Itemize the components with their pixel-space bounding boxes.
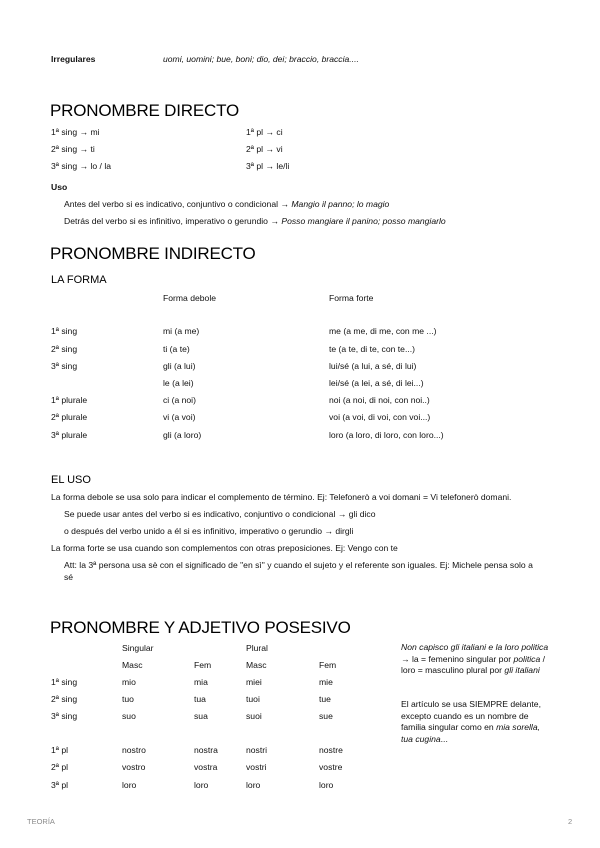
uso-title: EL USO: [51, 474, 91, 486]
posesivo-pm-2: tuoi: [246, 694, 260, 704]
irregulares-examples: uomi, uomini; bue, boni; dio, dei; braccio, braccia....: [163, 54, 359, 64]
irregulares-label: Irregulares: [51, 54, 96, 64]
posesivo-person-4: 1ª pl: [51, 745, 69, 755]
indirecto-forte-3: lui/sé (a lui, a sé, di lui): [329, 361, 417, 371]
indirecto-title: PRONOMBRE INDIRECTO: [50, 244, 256, 263]
directo-sing-3: 3ª sing → lo / la: [51, 161, 112, 171]
posesivo-pm-1: miei: [246, 677, 262, 687]
col-debole-header: Forma debole: [163, 293, 217, 303]
directo-pl-3: 3ª pl → le/li: [246, 161, 290, 171]
posesivo-note-2: [401, 699, 551, 745]
posesivo-note-1: [401, 642, 551, 677]
indirecto-forte-6: voi (a voi, di voi, con voi...): [329, 412, 431, 422]
indirecto-person-6: 2ª plurale: [51, 412, 88, 422]
indirecto-debole-1: mi (a me): [163, 326, 200, 336]
posesivo-sm-3: suo: [122, 711, 136, 721]
posesivo-sm-2: tuo: [122, 694, 134, 704]
indirecto-person-2: 2ª sing: [51, 344, 78, 354]
posesivo-sm-1: mio: [122, 677, 136, 687]
posesivo-sf-5: vostra: [194, 762, 218, 772]
posesivo-sf-3: sua: [194, 711, 208, 721]
posesivo-pm-5: vostri: [246, 762, 267, 772]
forma-title: LA FORMA: [51, 274, 107, 286]
posesivo-sing-masc-header: Masc: [122, 660, 143, 670]
uso-line-4: La forma forte se usa cuando son complementos con otras preposiciones. Ej: Vengo con te: [51, 543, 398, 553]
directo-pl-2: 2ª pl → vi: [246, 144, 283, 154]
directo-uso-label: Uso: [51, 182, 68, 192]
posesivo-person-2: 2ª sing: [51, 694, 78, 704]
indirecto-debole-7: gli (a loro): [163, 430, 202, 440]
uso-line-2: Se puede usar antes del verbo si es indicativo, conjuntivo o condicional → gli dico: [64, 509, 376, 519]
indirecto-person-5: 1ª plurale: [51, 395, 88, 405]
posesivo-pm-3: suoi: [246, 711, 262, 721]
directo-title: PRONOMBRE DIRECTO: [50, 101, 239, 120]
posesivo-pm-4: nostri: [246, 745, 268, 755]
posesivo-sm-5: vostro: [122, 762, 146, 772]
posesivo-sm-4: nostro: [122, 745, 146, 755]
posesivo-pf-3: sue: [319, 711, 333, 721]
posesivo-sing-fem-header: Fem: [194, 660, 212, 670]
note-2-text-2: ...: [440, 733, 448, 744]
indirecto-debole-6: vi (a voi): [163, 412, 196, 422]
posesivo-title: PRONOMBRE Y ADJETIVO POSESIVO: [50, 618, 351, 637]
posesivo-pl-fem-header: Fem: [319, 660, 337, 670]
posesivo-pf-4: nostre: [319, 745, 343, 755]
uso-line-1: La forma debole se usa solo para indicar el complemento de término. Ej: Telefonerò a voi domani = Vi telefonerò domani.: [51, 492, 512, 502]
page-number: 2: [568, 817, 573, 826]
note-1-example-1: Non capisco gli italiani e la loro politica: [401, 642, 549, 652]
directo-uso-2-example: Posso mangiare il panino; posso mangiarlo: [281, 216, 446, 226]
posesivo-sf-4: nostra: [194, 745, 218, 755]
posesivo-sm-6: loro: [122, 780, 137, 790]
uso-line-3: o después del verbo unido a él si es infinitivo, imperativo o gerundio → dirgli: [64, 526, 354, 536]
directo-uso-1-text: Antes del verbo si es indicativo, conjuntivo o condicional →: [64, 199, 292, 209]
posesivo-sf-6: loro: [194, 780, 209, 790]
indirecto-debole-4: le (a lei): [163, 378, 194, 388]
posesivo-pf-2: tue: [319, 694, 331, 704]
posesivo-pf-5: vostre: [319, 762, 343, 772]
posesivo-plural-header: Plural: [246, 643, 268, 653]
indirecto-person-3: 3ª sing: [51, 361, 78, 371]
directo-sing-1: 1ª sing → mi: [51, 127, 100, 137]
indirecto-forte-7: loro (a loro, di loro, con loro...): [329, 430, 444, 440]
note-2-example: mia sorella, tua cugina: [401, 722, 541, 744]
note-1-text-1: → la = femenino singular por: [401, 653, 514, 664]
note-1-example-3: gli italiani: [504, 665, 540, 675]
directo-uso-2: [64, 216, 446, 226]
posesivo-person-5: 2ª pl: [51, 762, 69, 772]
posesivo-sf-2: tua: [194, 694, 206, 704]
posesivo-singular-header: Singular: [122, 643, 154, 653]
note-1-example-2: politica: [513, 653, 541, 664]
indirecto-forte-5: noi (a noi, di noi, con noi..): [329, 395, 430, 405]
directo-uso-2-text: Detrás del verbo si es infinitivo, imperativo o gerundio →: [64, 216, 282, 226]
directo-uso-1: [64, 199, 389, 209]
indirecto-debole-3: gli (a lui): [163, 361, 196, 371]
directo-sing-2: 2ª sing → ti: [51, 144, 95, 154]
note-2-text-1: El artículo se usa SIEMPRE delante, excepto cuando es un nombre de familia singular como en: [401, 699, 541, 732]
posesivo-sf-1: mia: [194, 677, 208, 687]
indirecto-forte-1: me (a me, di me, con me ...): [329, 326, 437, 336]
indirecto-person-7: 3ª plurale: [51, 430, 88, 440]
posesivo-person-1: 1ª sing: [51, 677, 78, 687]
posesivo-pf-1: mie: [319, 677, 333, 687]
posesivo-person-6: 3ª pl: [51, 780, 69, 790]
indirecto-debole-5: ci (a noi): [163, 395, 196, 405]
posesivo-pl-masc-header: Masc: [246, 660, 267, 670]
posesivo-pm-6: loro: [246, 780, 261, 790]
uso-line-5: Att: la 3ª persona usa sè con el significado de "en sì" y cuando el sujeto y el referente son iguales. Ej: Michele pensa solo a sé: [64, 560, 533, 582]
directo-pl-1: 1ª pl → ci: [246, 127, 283, 137]
indirecto-forte-4: lei/sé (a lei, a sé, di lei...): [329, 378, 424, 388]
col-forte-header: Forma forte: [329, 293, 374, 303]
directo-uso-1-example: Mangio il panno; lo magio: [291, 199, 390, 209]
indirecto-debole-2: ti (a te): [163, 344, 190, 354]
posesivo-pf-6: loro: [319, 780, 334, 790]
indirecto-forte-2: te (a te, di te, con te...): [329, 344, 415, 354]
note-1-text-2: / loro = masculino plural por: [401, 653, 546, 675]
indirecto-person-1: 1ª sing: [51, 326, 78, 336]
footer-section-label: TEORÍA: [27, 817, 55, 826]
posesivo-person-3: 3ª sing: [51, 711, 78, 721]
